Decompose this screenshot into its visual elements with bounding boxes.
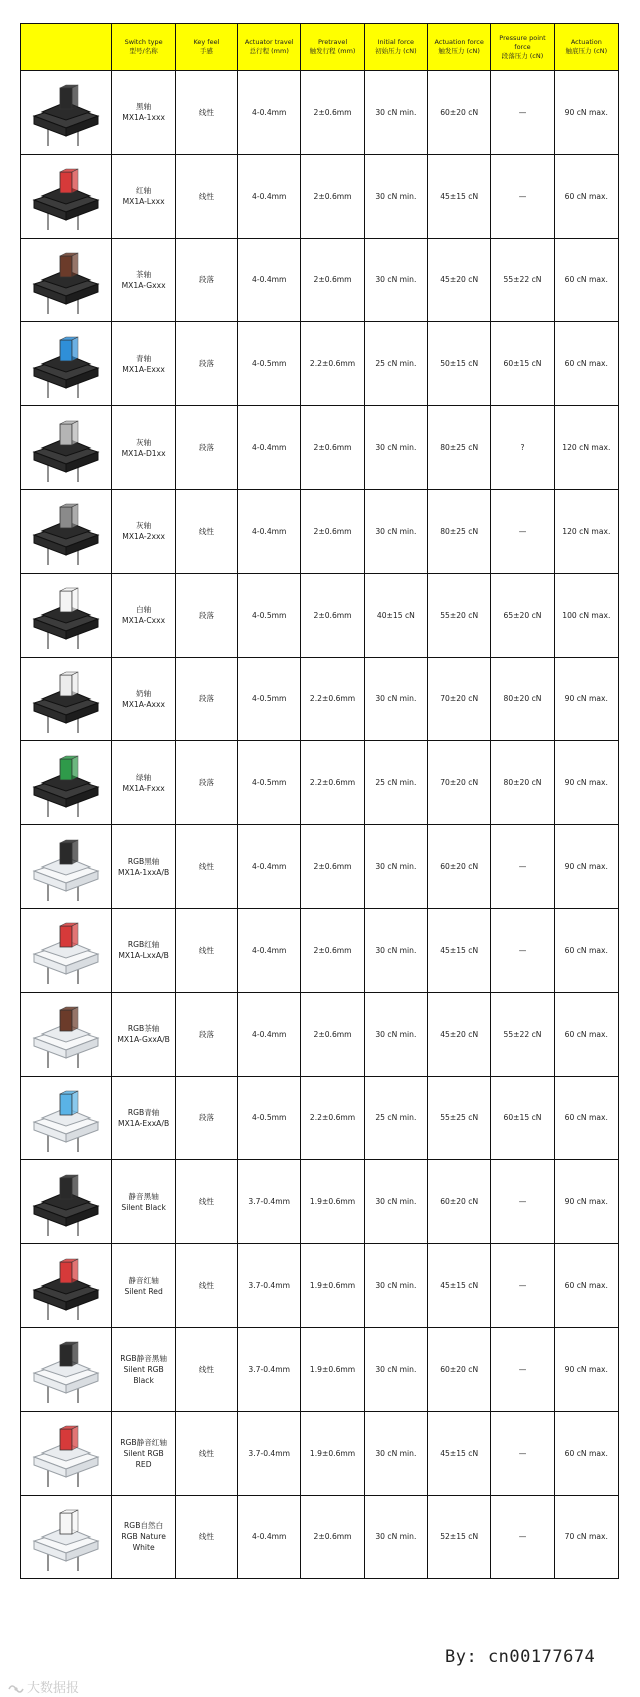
key-feel-cell: 线性 xyxy=(175,71,237,155)
initial-force-cell: 30 cN min. xyxy=(364,406,427,490)
table-row xyxy=(21,741,619,825)
actuator-travel-cell: 4-0.4mm xyxy=(238,908,301,992)
switch-image xyxy=(21,322,112,406)
actuator-travel-cell: 4-0.5mm xyxy=(238,741,301,825)
pressure-point-force-cell: 55±22 cN xyxy=(491,238,554,322)
actuator-travel-cell: 4-0.4mm xyxy=(238,154,301,238)
header-actuation-force: Actuation force 触发压力 (cN) xyxy=(428,24,491,71)
actuator-travel-cell: 4-0.5mm xyxy=(238,1076,301,1160)
header-pressure-point-force: Pressure point force 段落压力 (cN) xyxy=(491,24,554,71)
watermark-logo-icon xyxy=(8,1683,24,1695)
actuation-force-cell: 45±15 cN xyxy=(428,908,491,992)
actuation-force-cell: 80±25 cN xyxy=(428,406,491,490)
switch-spec-table xyxy=(20,23,619,1579)
actuator-travel-cell: 3.7-0.4mm xyxy=(238,1244,301,1328)
switch-name-cell: 奶轴 MX1A-Axxx xyxy=(112,657,175,741)
initial-force-cell: 30 cN min. xyxy=(364,238,427,322)
switch-name-cell: RGB黑轴 MX1A-1xxA/B xyxy=(112,825,175,909)
actuation-force-cell: 70±20 cN xyxy=(428,657,491,741)
pressure-point-force-cell: — xyxy=(491,1327,554,1411)
actuation-force-cell: 45±15 cN xyxy=(428,1411,491,1495)
pressure-point-force-cell: 65±20 cN xyxy=(491,573,554,657)
switch-image xyxy=(21,154,112,238)
initial-force-cell: 25 cN min. xyxy=(364,322,427,406)
initial-force-cell: 30 cN min. xyxy=(364,489,427,573)
pretravel-cell: 2±0.6mm xyxy=(301,71,364,155)
pressure-point-force-cell: 60±15 cN xyxy=(491,322,554,406)
actuation-force-cell: 45±15 cN xyxy=(428,1244,491,1328)
key-feel-cell: 段落 xyxy=(175,573,237,657)
pretravel-cell: 2±0.6mm xyxy=(301,825,364,909)
switch-name-cell: 黑轴 MX1A-1xxx xyxy=(112,71,175,155)
pressure-point-force-cell: — xyxy=(491,1160,554,1244)
initial-force-cell: 30 cN min. xyxy=(364,1411,427,1495)
initial-force-cell: 30 cN min. xyxy=(364,154,427,238)
table-row xyxy=(21,573,619,657)
actuator-travel-cell: 4-0.5mm xyxy=(238,322,301,406)
bottom-force-cell: 90 cN max. xyxy=(554,825,618,909)
table-row xyxy=(21,1160,619,1244)
switch-image xyxy=(21,657,112,741)
pretravel-cell: 2±0.6mm xyxy=(301,238,364,322)
switch-name-cell: RGB自然白 RGB Nature White xyxy=(112,1495,175,1579)
table-row xyxy=(21,908,619,992)
pretravel-cell: 2.2±0.6mm xyxy=(301,741,364,825)
table-row xyxy=(21,1327,619,1411)
bottom-force-cell: 70 cN max. xyxy=(554,1495,618,1579)
pretravel-cell: 2±0.6mm xyxy=(301,406,364,490)
pressure-point-force-cell: — xyxy=(491,1244,554,1328)
pretravel-cell: 1.9±0.6mm xyxy=(301,1327,364,1411)
actuation-force-cell: 60±20 cN xyxy=(428,1327,491,1411)
actuator-travel-cell: 3.7-0.4mm xyxy=(238,1327,301,1411)
bottom-force-cell: 60 cN max. xyxy=(554,322,618,406)
table-row xyxy=(21,1244,619,1328)
table-row xyxy=(21,238,619,322)
key-feel-cell: 线性 xyxy=(175,154,237,238)
actuation-force-cell: 52±15 cN xyxy=(428,1495,491,1579)
switch-image xyxy=(21,1244,112,1328)
pressure-point-force-cell: — xyxy=(491,154,554,238)
actuation-force-cell: 55±25 cN xyxy=(428,1076,491,1160)
initial-force-cell: 30 cN min. xyxy=(364,992,427,1076)
switch-name-cell: 红轴 MX1A-Lxxx xyxy=(112,154,175,238)
bottom-force-cell: 90 cN max. xyxy=(554,1327,618,1411)
pressure-point-force-cell: 80±20 cN xyxy=(491,741,554,825)
watermark xyxy=(8,1677,79,1696)
actuator-travel-cell: 4-0.5mm xyxy=(238,657,301,741)
actuation-force-cell: 45±15 cN xyxy=(428,154,491,238)
switch-name-cell: 静音黑轴 Silent Black xyxy=(112,1160,175,1244)
header-switch-type: Switch type 型号/名称 xyxy=(112,24,175,71)
pressure-point-force-cell: — xyxy=(491,1411,554,1495)
switch-image xyxy=(21,992,112,1076)
table-row xyxy=(21,657,619,741)
table-row xyxy=(21,322,619,406)
actuator-travel-cell: 3.7-0.4mm xyxy=(238,1160,301,1244)
pretravel-cell: 2±0.6mm xyxy=(301,154,364,238)
pretravel-cell: 1.9±0.6mm xyxy=(301,1244,364,1328)
key-feel-cell: 段落 xyxy=(175,992,237,1076)
pretravel-cell: 2±0.6mm xyxy=(301,573,364,657)
switch-name-cell: 静音红轴 Silent Red xyxy=(112,1244,175,1328)
actuator-travel-cell: 4-0.4mm xyxy=(238,238,301,322)
pretravel-cell: 2.2±0.6mm xyxy=(301,1076,364,1160)
actuation-force-cell: 70±20 cN xyxy=(428,741,491,825)
pretravel-cell: 1.9±0.6mm xyxy=(301,1411,364,1495)
header-pretravel: Pretravel 触发行程 (mm) xyxy=(301,24,364,71)
bottom-force-cell: 90 cN max. xyxy=(554,657,618,741)
switch-image xyxy=(21,238,112,322)
key-feel-cell: 段落 xyxy=(175,406,237,490)
switch-spec-sheet xyxy=(20,23,619,1579)
header-actuator-travel: Actuator travel 总行程 (mm) xyxy=(238,24,301,71)
bottom-force-cell: 90 cN max. xyxy=(554,71,618,155)
switch-name-cell: RGB红轴 MX1A-LxxA/B xyxy=(112,908,175,992)
initial-force-cell: 30 cN min. xyxy=(364,71,427,155)
table-row xyxy=(21,154,619,238)
switch-image xyxy=(21,1327,112,1411)
switch-image xyxy=(21,825,112,909)
bottom-force-cell: 60 cN max. xyxy=(554,1244,618,1328)
actuation-force-cell: 55±20 cN xyxy=(428,573,491,657)
pretravel-cell: 1.9±0.6mm xyxy=(301,1160,364,1244)
bottom-force-cell: 120 cN max. xyxy=(554,406,618,490)
initial-force-cell: 40±15 cN xyxy=(364,573,427,657)
switch-image xyxy=(21,406,112,490)
pressure-point-force-cell: 60±15 cN xyxy=(491,1076,554,1160)
switch-image xyxy=(21,741,112,825)
bottom-force-cell: 90 cN max. xyxy=(554,741,618,825)
actuation-force-cell: 60±20 cN xyxy=(428,1160,491,1244)
table-row xyxy=(21,489,619,573)
table-row xyxy=(21,1495,619,1579)
actuator-travel-cell: 4-0.4mm xyxy=(238,406,301,490)
header-key-feel: Key feel 手感 xyxy=(175,24,237,71)
actuation-force-cell: 45±20 cN xyxy=(428,238,491,322)
pressure-point-force-cell: — xyxy=(491,1495,554,1579)
table-row xyxy=(21,1076,619,1160)
switch-name-cell: RGB静音黑轴 Silent RGB Black xyxy=(112,1327,175,1411)
initial-force-cell: 25 cN min. xyxy=(364,1076,427,1160)
pressure-point-force-cell: — xyxy=(491,71,554,155)
table-row xyxy=(21,992,619,1076)
header-bottom-force: Actuation 触底压力 (cN) xyxy=(554,24,618,71)
table-body xyxy=(21,71,619,1579)
pretravel-cell: 2±0.6mm xyxy=(301,489,364,573)
switch-name-cell: 绿轴 MX1A-Fxxx xyxy=(112,741,175,825)
pretravel-cell: 2±0.6mm xyxy=(301,908,364,992)
header-image xyxy=(21,24,112,71)
bottom-force-cell: 60 cN max. xyxy=(554,1411,618,1495)
initial-force-cell: 30 cN min. xyxy=(364,1160,427,1244)
actuation-force-cell: 60±20 cN xyxy=(428,71,491,155)
key-feel-cell: 线性 xyxy=(175,825,237,909)
bottom-force-cell: 120 cN max. xyxy=(554,489,618,573)
key-feel-cell: 线性 xyxy=(175,908,237,992)
key-feel-cell: 段落 xyxy=(175,741,237,825)
actuator-travel-cell: 4-0.4mm xyxy=(238,71,301,155)
pressure-point-force-cell: 80±20 cN xyxy=(491,657,554,741)
switch-image xyxy=(21,1076,112,1160)
switch-name-cell: RGB静音红轴 Silent RGB RED xyxy=(112,1411,175,1495)
pressure-point-force-cell: — xyxy=(491,825,554,909)
switch-image xyxy=(21,908,112,992)
switch-image xyxy=(21,1495,112,1579)
switch-image xyxy=(21,1411,112,1495)
header-initial-force: Initial force 初始压力 (cN) xyxy=(364,24,427,71)
actuator-travel-cell: 3.7-0.4mm xyxy=(238,1411,301,1495)
bottom-force-cell: 100 cN max. xyxy=(554,573,618,657)
pretravel-cell: 2.2±0.6mm xyxy=(301,322,364,406)
pressure-point-force-cell: — xyxy=(491,489,554,573)
bottom-force-cell: 60 cN max. xyxy=(554,992,618,1076)
bottom-force-cell: 60 cN max. xyxy=(554,154,618,238)
pretravel-cell: 2±0.6mm xyxy=(301,992,364,1076)
switch-image xyxy=(21,573,112,657)
pretravel-cell: 2±0.6mm xyxy=(301,1495,364,1579)
key-feel-cell: 段落 xyxy=(175,322,237,406)
pretravel-cell: 2.2±0.6mm xyxy=(301,657,364,741)
switch-name-cell: 白轴 MX1A-Cxxx xyxy=(112,573,175,657)
key-feel-cell: 线性 xyxy=(175,489,237,573)
actuation-force-cell: 45±20 cN xyxy=(428,992,491,1076)
author-credit: By: cn00177674 xyxy=(445,1647,596,1667)
key-feel-cell: 段落 xyxy=(175,1076,237,1160)
initial-force-cell: 25 cN min. xyxy=(364,741,427,825)
actuation-force-cell: 80±25 cN xyxy=(428,489,491,573)
actuator-travel-cell: 4-0.4mm xyxy=(238,1495,301,1579)
key-feel-cell: 线性 xyxy=(175,1411,237,1495)
switch-name-cell: 灰轴 MX1A-2xxx xyxy=(112,489,175,573)
table-row xyxy=(21,406,619,490)
table-row xyxy=(21,71,619,155)
key-feel-cell: 线性 xyxy=(175,1495,237,1579)
bottom-force-cell: 60 cN max. xyxy=(554,238,618,322)
actuation-force-cell: 50±15 cN xyxy=(428,322,491,406)
key-feel-cell: 线性 xyxy=(175,1244,237,1328)
bottom-force-cell: 60 cN max. xyxy=(554,908,618,992)
bottom-force-cell: 60 cN max. xyxy=(554,1076,618,1160)
actuation-force-cell: 60±20 cN xyxy=(428,825,491,909)
initial-force-cell: 30 cN min. xyxy=(364,1327,427,1411)
initial-force-cell: 30 cN min. xyxy=(364,825,427,909)
pressure-point-force-cell: ? xyxy=(491,406,554,490)
switch-name-cell: RGB青轴 MX1A-ExxA/B xyxy=(112,1076,175,1160)
switch-image xyxy=(21,1160,112,1244)
switch-image xyxy=(21,489,112,573)
switch-name-cell: 茶轴 MX1A-Gxxx xyxy=(112,238,175,322)
actuator-travel-cell: 4-0.4mm xyxy=(238,992,301,1076)
pressure-point-force-cell: — xyxy=(491,908,554,992)
pressure-point-force-cell: 55±22 cN xyxy=(491,992,554,1076)
switch-name-cell: 灰轴 MX1A-D1xx xyxy=(112,406,175,490)
bottom-force-cell: 90 cN max. xyxy=(554,1160,618,1244)
initial-force-cell: 30 cN min. xyxy=(364,908,427,992)
key-feel-cell: 线性 xyxy=(175,1327,237,1411)
initial-force-cell: 30 cN min. xyxy=(364,1495,427,1579)
switch-image xyxy=(21,71,112,155)
table-row xyxy=(21,825,619,909)
actuator-travel-cell: 4-0.4mm xyxy=(238,825,301,909)
key-feel-cell: 线性 xyxy=(175,1160,237,1244)
switch-name-cell: 青轴 MX1A-Exxx xyxy=(112,322,175,406)
actuator-travel-cell: 4-0.4mm xyxy=(238,489,301,573)
key-feel-cell: 段落 xyxy=(175,238,237,322)
switch-name-cell: RGB茶轴 MX1A-GxxA/B xyxy=(112,992,175,1076)
watermark-text: 大数据报 xyxy=(27,1681,80,1696)
table-header-row xyxy=(21,24,619,71)
actuator-travel-cell: 4-0.5mm xyxy=(238,573,301,657)
initial-force-cell: 30 cN min. xyxy=(364,657,427,741)
initial-force-cell: 30 cN min. xyxy=(364,1244,427,1328)
key-feel-cell: 段落 xyxy=(175,657,237,741)
table-row xyxy=(21,1411,619,1495)
